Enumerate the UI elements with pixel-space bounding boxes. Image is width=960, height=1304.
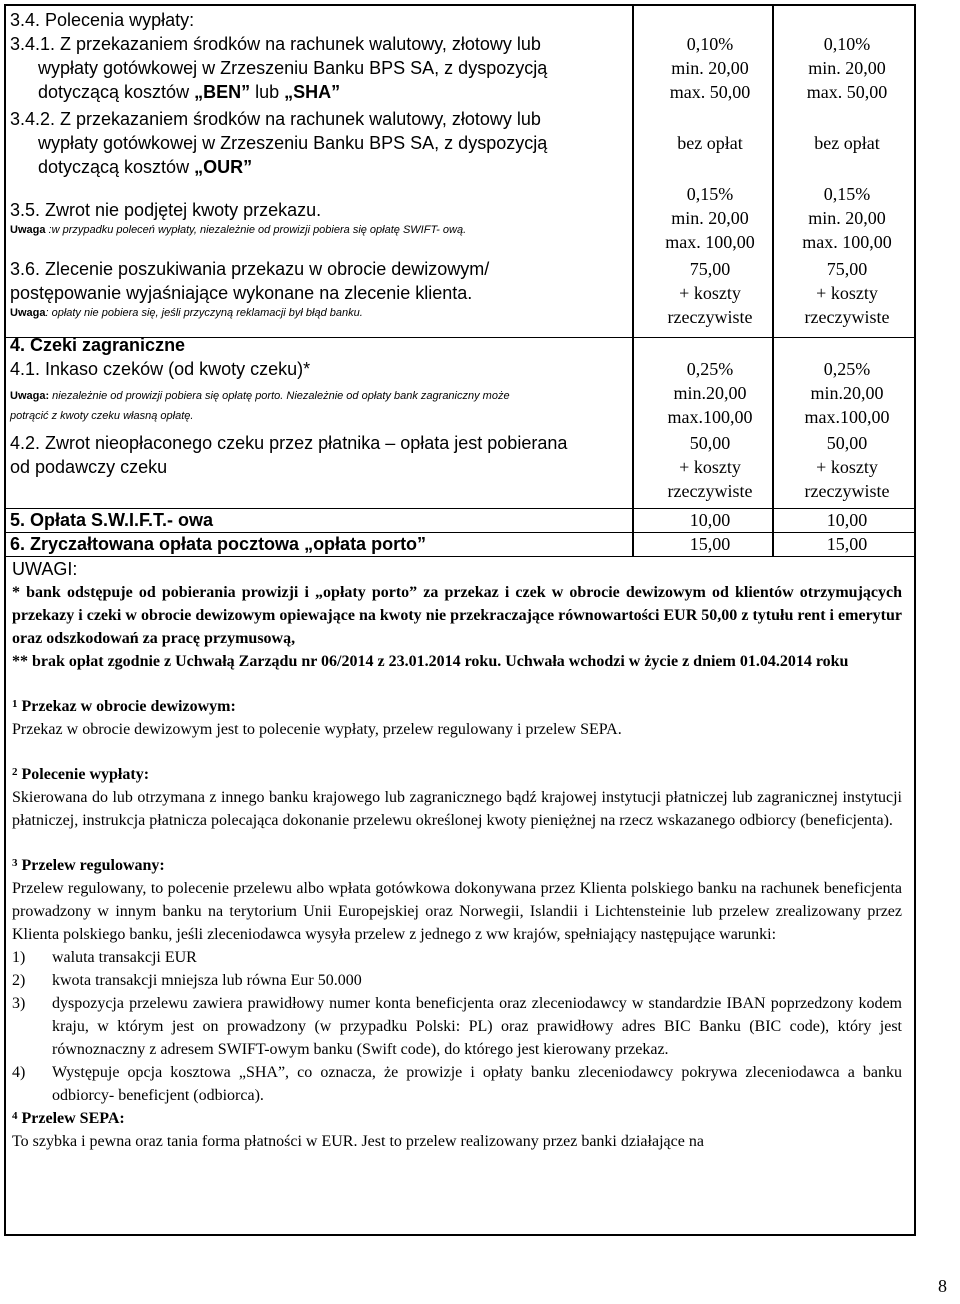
- fee-value: 10,00: [689, 510, 731, 530]
- list-item: 4) Występuje opcja kosztowa „SHA”, co oznacza, że prowizje i opłaty banku zleceniodawcy pokrywa zleceniodawca a banku odbiorcy- beneficjent (odbiorca).: [12, 1064, 902, 1104]
- fee-row-4-2: [4, 431, 916, 507]
- fee-row-5: [4, 508, 916, 532]
- notes-section: [12, 558, 902, 1153]
- row-label: wypłaty gotówkowej w Zrzeszeniu Banku BPS SA, z dyspozycją: [38, 133, 548, 153]
- list-item: 3) dyspozycja przelewu zawiera prawidłowy numer konta beneficjenta oraz zleceniodawcy w standardzie IBAN poprzedzony kodem kraju, w którym jest on prowadzony (w przypadku Polski: PL) oraz prawidłowy adres BIC Banku (BIC code), który jest równoznaczny z adresem SWIFT-owym banku (Swift code), do którego jest kierowany przekaz.: [12, 995, 902, 1058]
- row-label: od podawczy czeku: [10, 457, 168, 477]
- row-label: dotyczącą kosztów „OUR”: [38, 157, 253, 177]
- fee-value: 15,00: [689, 534, 731, 554]
- fee-value: 50,00 + koszty rzeczywiste: [667, 433, 753, 501]
- fee-value: 0,15% min. 20,00 max. 100,00: [665, 184, 755, 252]
- fee-value: 75,00 + koszty rzeczywiste: [804, 259, 890, 327]
- row-label: 5. Opłata S.W.I.F.T.- owa: [10, 510, 214, 530]
- notes-heading: UWAGI:: [12, 559, 78, 579]
- row-label: 3.5. Zwrot nie podjętej kwoty przekazu.: [10, 200, 322, 220]
- fee-value: 0,15% min. 20,00 max. 100,00: [802, 184, 892, 252]
- fee-value: 0,25% min.20,00 max.100,00: [667, 359, 753, 427]
- fee-value: 75,00 + koszty rzeczywiste: [667, 259, 753, 327]
- row-label: 3.4.2. Z przekazaniem środków na rachunek walutowy, złotowy lub: [10, 109, 541, 129]
- footnote-text: Skierowana do lub otrzymana z innego banku krajowego lub zagranicznego bądź krajowej instytucji płatniczej lub zagranicznej instytucji płatniczej, instrukcja płatnicza polecająca dokonanie przelewu określonej kwoty pieniężnej na rzecz wskazanego odbiorcy (beneficjenta).: [12, 789, 902, 829]
- fee-value: 15,00: [826, 534, 868, 554]
- row-label: dotyczącą kosztów „BEN” lub „SHA”: [38, 82, 341, 102]
- note-star: * bank odstępuje od pobierania prowizji i „opłaty porto” za przekaz i czek w obrocie dewizowym od klientów otrzymujących przekazy i czeki w obrocie dewizowym opiewające na kwoty nie przekraczające równowartości EUR 50,00 z tytułu rent i emerytur oraz odszkodowań za pracę przymusową,: [12, 584, 902, 647]
- fee-row-3-5: [4, 182, 916, 254]
- footnote-heading: $^4$ Przelew SEPA:: [12, 1110, 125, 1127]
- footnote-heading: $^3$ Przelew regulowany:: [12, 857, 165, 874]
- row-label: wypłaty gotówkowej w Zrzeszeniu Banku BPS SA, z dyspozycją: [38, 58, 548, 78]
- row-note: potrącić z kwoty czeku własną opłatę.: [10, 410, 194, 422]
- row-note: Uwaga: niezależnie od prowizji pobiera się opłatę porto. Niezależnie od opłaty bank zagraniczny może: [10, 390, 510, 402]
- fee-value: 10,00: [826, 510, 868, 530]
- fee-value: bez opłat: [677, 133, 743, 153]
- row-divider: [4, 556, 916, 557]
- row-note: Uwaga :w przypadku poleceń wypłaty, niezależnie od prowizji pobiera się opłatę SWIFT- ową.: [10, 224, 467, 236]
- row-label: 3.4.1. Z przekazaniem środków na rachunek walutowy, złotowy lub: [10, 34, 541, 54]
- fee-value: bez opłat: [814, 133, 880, 153]
- fee-value: 0,10% min. 20,00 max. 50,00: [669, 34, 751, 102]
- note-double-star: ** brak opłat zgodnie z Uchwałą Zarządu nr 06/2014 z 23.01.2014 roku. Uchwała wchodzi w życie z dniem 01.04.2014 roku: [12, 653, 849, 670]
- footnote-text: Przekaz w obrocie dewizowym jest to polecenie wypłaty, przelew regulowany i przelew SEPA.: [12, 721, 622, 738]
- row-note: Uwaga: opłaty nie pobiera się, jeśli przyczyną reklamacji był błąd banku.: [10, 307, 363, 319]
- footnote-heading: $^2$ Polecenie wypłaty:: [12, 766, 150, 783]
- fee-value: 0,25% min.20,00 max.100,00: [804, 359, 890, 427]
- footnote-text: To szybka i pewna oraz tania forma płatności w EUR. Jest to przelew realizowany przez banki działające na: [12, 1133, 704, 1150]
- fee-row-3-4-2: [4, 107, 916, 183]
- row-label: postępowanie wyjaśniające wykonane na zlecenie klienta.: [10, 283, 473, 303]
- footnote-text: Przelew regulowany, to polecenie przelewu albo wpłata gotówkowa dokonywana przez Klienta polskiego banku na rachunek beneficjenta prowadzony w innym banku na terytorium Unii Europejskiej oraz Norwegii, Islandii i Lichtensteinie lub przelew zrealizowany przez Klienta polskiego banku, jeśli zleceniodawca wysyła przelew z jednego z ww krajów, spełniający następujące warunki:: [12, 880, 902, 943]
- fee-value: 50,00 + koszty rzeczywiste: [804, 433, 890, 501]
- footnote-heading: $^1$ Przekaz w obrocie dewizowym:: [12, 698, 236, 715]
- page-number: 8: [938, 1276, 947, 1296]
- section-heading: 3.4. Polecenia wypłaty:: [10, 10, 195, 30]
- row-label: 6. Zryczałtowana opłata pocztowa „opłata porto”: [10, 534, 427, 554]
- row-label: 4.1. Inkaso czeków (od kwoty czeku)*: [10, 359, 311, 379]
- row-label: 4.2. Zwrot nieopłaconego czeku przez płatnika – opłata jest pobierana: [10, 433, 568, 453]
- row-label: 3.6. Zlecenie poszukiwania przekazu w obrocie dewizowym/: [10, 259, 490, 279]
- fee-row-3-6: [4, 257, 916, 335]
- list-item: 1) waluta transakcji EUR: [12, 949, 197, 966]
- section-row-4: [4, 333, 916, 357]
- fee-row-4-1: [4, 357, 916, 429]
- fee-value: 0,10% min. 20,00 max. 50,00: [806, 34, 888, 102]
- fee-row-3-4-1: [4, 8, 916, 104]
- section-heading: 4. Czeki zagraniczne: [10, 335, 186, 355]
- list-item: 2) kwota transakcji mniejsza lub równa Eur 50.000: [12, 972, 362, 989]
- fee-row-6: [4, 532, 916, 556]
